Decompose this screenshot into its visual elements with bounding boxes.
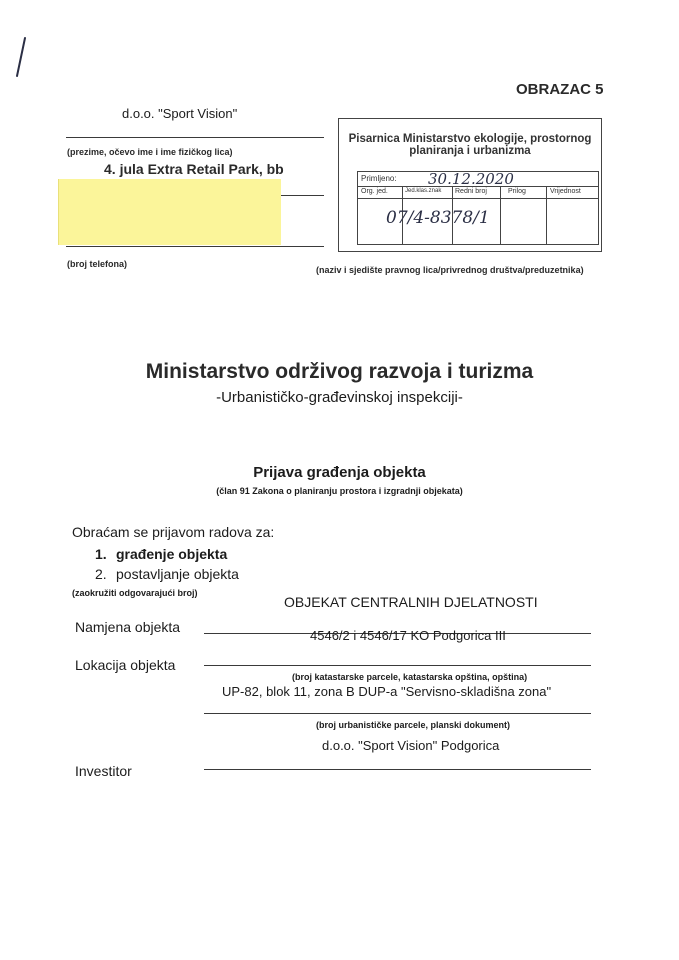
purpose-value: OBJEKAT CENTRALNIH DJELATNOSTI bbox=[284, 594, 538, 610]
investor-label: Investitor bbox=[75, 763, 132, 779]
purpose-label: Namjena objekta bbox=[75, 619, 181, 635]
registry-stamp bbox=[338, 118, 602, 252]
department-heading: -Urbanističko-građevinskoj inspekciji- bbox=[216, 389, 463, 406]
document-title: Prijava građenja objekta bbox=[253, 464, 426, 481]
applicant-address: 4. jula Extra Retail Park, bb bbox=[104, 161, 284, 177]
option-1-text: građenje objekta bbox=[116, 546, 228, 562]
redaction-sticky-note bbox=[58, 179, 281, 245]
stamp-col-attachment: Prilog bbox=[508, 188, 526, 195]
option-2-text: postavljanje objekta bbox=[116, 566, 239, 582]
urban-plan-line bbox=[204, 713, 591, 714]
stamp-col-value: Vrijednost bbox=[550, 188, 581, 195]
location-line bbox=[204, 665, 591, 666]
form-number: OBRAZAC 5 bbox=[516, 81, 604, 98]
urban-plan-caption: (broj urbanističke parcele, planski dokument) bbox=[316, 720, 511, 730]
investor-line bbox=[204, 769, 591, 770]
stamp-col-serial: Redni broj bbox=[455, 188, 487, 195]
option-2-number: 2. bbox=[95, 566, 107, 582]
phone-caption: (broj telefona) bbox=[67, 259, 127, 269]
options-caption: (zaokružiti odgovarajući broj) bbox=[72, 588, 198, 598]
stamp-received-date: 30.12.2020 bbox=[428, 170, 514, 188]
location-caption: (broj katastarske parcele, katastarska opština, opština) bbox=[292, 672, 528, 682]
legal-entity-caption: (naziv i sjedište pravnog lica/privrednog društva/preduzetnika) bbox=[316, 265, 584, 275]
ministry-heading: Ministarstvo održivog razvoja i turizma bbox=[145, 360, 534, 383]
option-1-number: 1. bbox=[95, 546, 107, 562]
urban-plan-value: UP-82, blok 11, zona B DUP-a "Servisno-skladišna zona" bbox=[222, 684, 552, 699]
stamp-col-org: Org. jed. bbox=[361, 188, 388, 195]
stamp-col-class: Jed.klas.znak bbox=[405, 188, 442, 194]
location-value: 4546/2 i 4546/17 KO Podgorica III bbox=[310, 628, 506, 643]
pen-mark-icon bbox=[14, 36, 28, 78]
stamp-table bbox=[357, 171, 599, 245]
stamp-title: Pisarnica Ministarstvo ekologije, prostornog planiranja i urbanizma bbox=[348, 133, 592, 157]
investor-value: d.o.o. "Sport Vision" Podgorica bbox=[322, 738, 500, 753]
phone-line bbox=[66, 246, 324, 247]
applicant-name-caption: (prezime, očevo ime i ime fizičkog lica) bbox=[67, 147, 233, 157]
intro-text: Obraćam se prijavom radova za: bbox=[72, 524, 275, 540]
applicant-name-line bbox=[66, 137, 324, 138]
stamp-registry-number: 07/4-8378/1 bbox=[386, 208, 490, 228]
legal-basis: (član 91 Zakona o planiranju prostora i izgradnji objekata) bbox=[216, 486, 463, 496]
stamp-received-label: Primljeno: bbox=[361, 174, 397, 183]
applicant-company: d.o.o. "Sport Vision" bbox=[122, 106, 238, 121]
location-label: Lokacija objekta bbox=[75, 657, 176, 673]
